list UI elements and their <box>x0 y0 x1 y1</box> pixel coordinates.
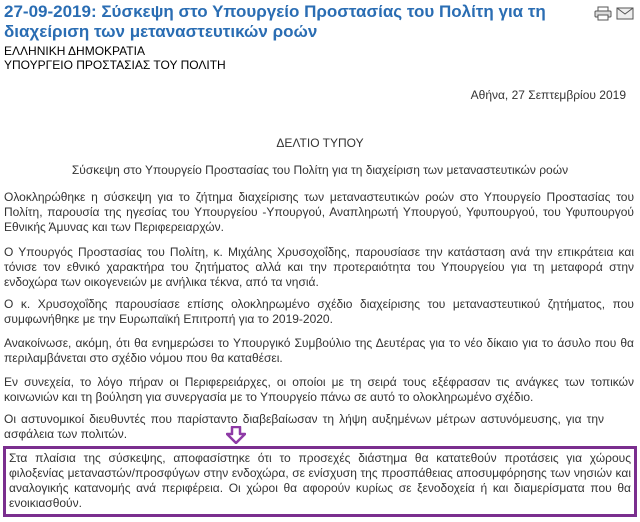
press-release-subject: Σύσκεψη στο Υπουργείο Προστασίας του Πολίτη για τη διαχείριση των μεταναστευτικών ροών <box>71 163 569 177</box>
press-release-label: ΔΕΛΤΙΟ ΤΥΠΟΥ <box>276 136 364 150</box>
issuer-line-2: ΥΠΟΥΡΓΕΙΟ ΠΡΟΣΤΑΣΙΑΣ ΤΟΥ ΠΟΛΙΤΗ <box>4 58 226 72</box>
print-icon[interactable] <box>594 6 612 21</box>
paragraph-4: Ανακοίνωσε, ακόμη, ότι θα ενημερώσει το Υπουργικό Συμβούλιο της Δευτέρας για το νέο δίκαιο για το άσυλο που θα περιλαμβάνεται στο σχέδιο νόμου που θα καταθέσει. <box>4 336 634 365</box>
highlighted-paragraph-box <box>3 446 637 517</box>
paragraph-6: Οι αστυνομικοί διευθυντές που παρίσταντο διαβεβαίωσαν τη λήψη αυξημένων μέτρων αστυνόμευσης, για την ασφάλεια των πολιτών. <box>4 412 604 441</box>
email-icon[interactable] <box>616 6 634 21</box>
down-arrow-icon <box>226 426 246 444</box>
paragraph-5: Εν συνεχεία, το λόγο πήραν οι Περιφερειάρχες, οι οποίοι με τη σειρά τους εξέφρασαν τις ανάγκες των τοπικών κοινωνιών και τη βούληση για συνεργασία με το Υπουργείο πάνω σε αυτό το ολοκληρωμένο σχέδιο. <box>4 375 634 404</box>
article-title: 27-09-2019: Σύσκεψη στο Υπουργείο Προστασίας του Πολίτη για τη διαχείριση των μεταναστευτικών ροών <box>4 2 546 41</box>
article-tools <box>594 6 634 21</box>
article-header <box>4 2 636 42</box>
highlighted-paragraph: Στα πλαίσια της σύσκεψης, αποφασίστηκε ότι το προσεχές διάστημα θα κατατεθούν προτάσεις για χώρους φιλοξενίας μεταναστών/προσφύγων στην ενδοχώρα, σε ενίσχυση της προσπάθειας αποσυμφόρησης των νησιών και αναλογικής κατανομής ανά περιφέρεια. Οι χώροι θα αφορούν κυρίως σε ξενοδοχεία ή και διαμερίσματα που θα ενοικιασθούν. <box>9 451 631 510</box>
paragraph-1: Ολοκληρώθηκε η σύσκεψη για το ζήτημα διαχείρισης των μεταναστευτικών ροών στο Υπουργείο Προστασίας του Πολίτη, παρουσία της ηγεσίας του Υπουργείου -Υπουργού, Αναπληρωτή Υπουργού, Υφυπουργού, του Υφυπουργού Εθνικής Άμυνας και των Περιφερειαρχών. <box>4 190 634 234</box>
place-date: Αθήνα, 27 Σεπτεμβρίου 2019 <box>470 88 626 102</box>
issuer-line-1: ΕΛΛΗΝΙΚΗ ΔΗΜΟΚΡΑΤΙΑ <box>4 44 145 58</box>
paragraph-3: Ο κ. Χρυσοχοΐδης παρουσίασε επίσης ολοκληρωμένο σχέδιο διαχείρισης του μεταναστευτικού ζητήματος, που συμφωνήθηκε με την Ευρωπαϊκή Επιτροπή για το 2019-2020. <box>4 297 634 326</box>
issuer-block <box>4 44 226 72</box>
paragraph-2: Ο Υπουργός Προστασίας του Πολίτη, κ. Μιχάλης Χρυσοχοΐδης, παρουσίασε την κατάσταση ανά την επικράτεια και τόνισε τον εθνικό χαρακτήρα του ζητήματος αλλά και την προτεραιότητα του Υπουργείου για τη μεταφορά στην ενδοχώρα των οικογενειών με ανήλικα τέκνα, από τα νησιά. <box>4 245 634 289</box>
